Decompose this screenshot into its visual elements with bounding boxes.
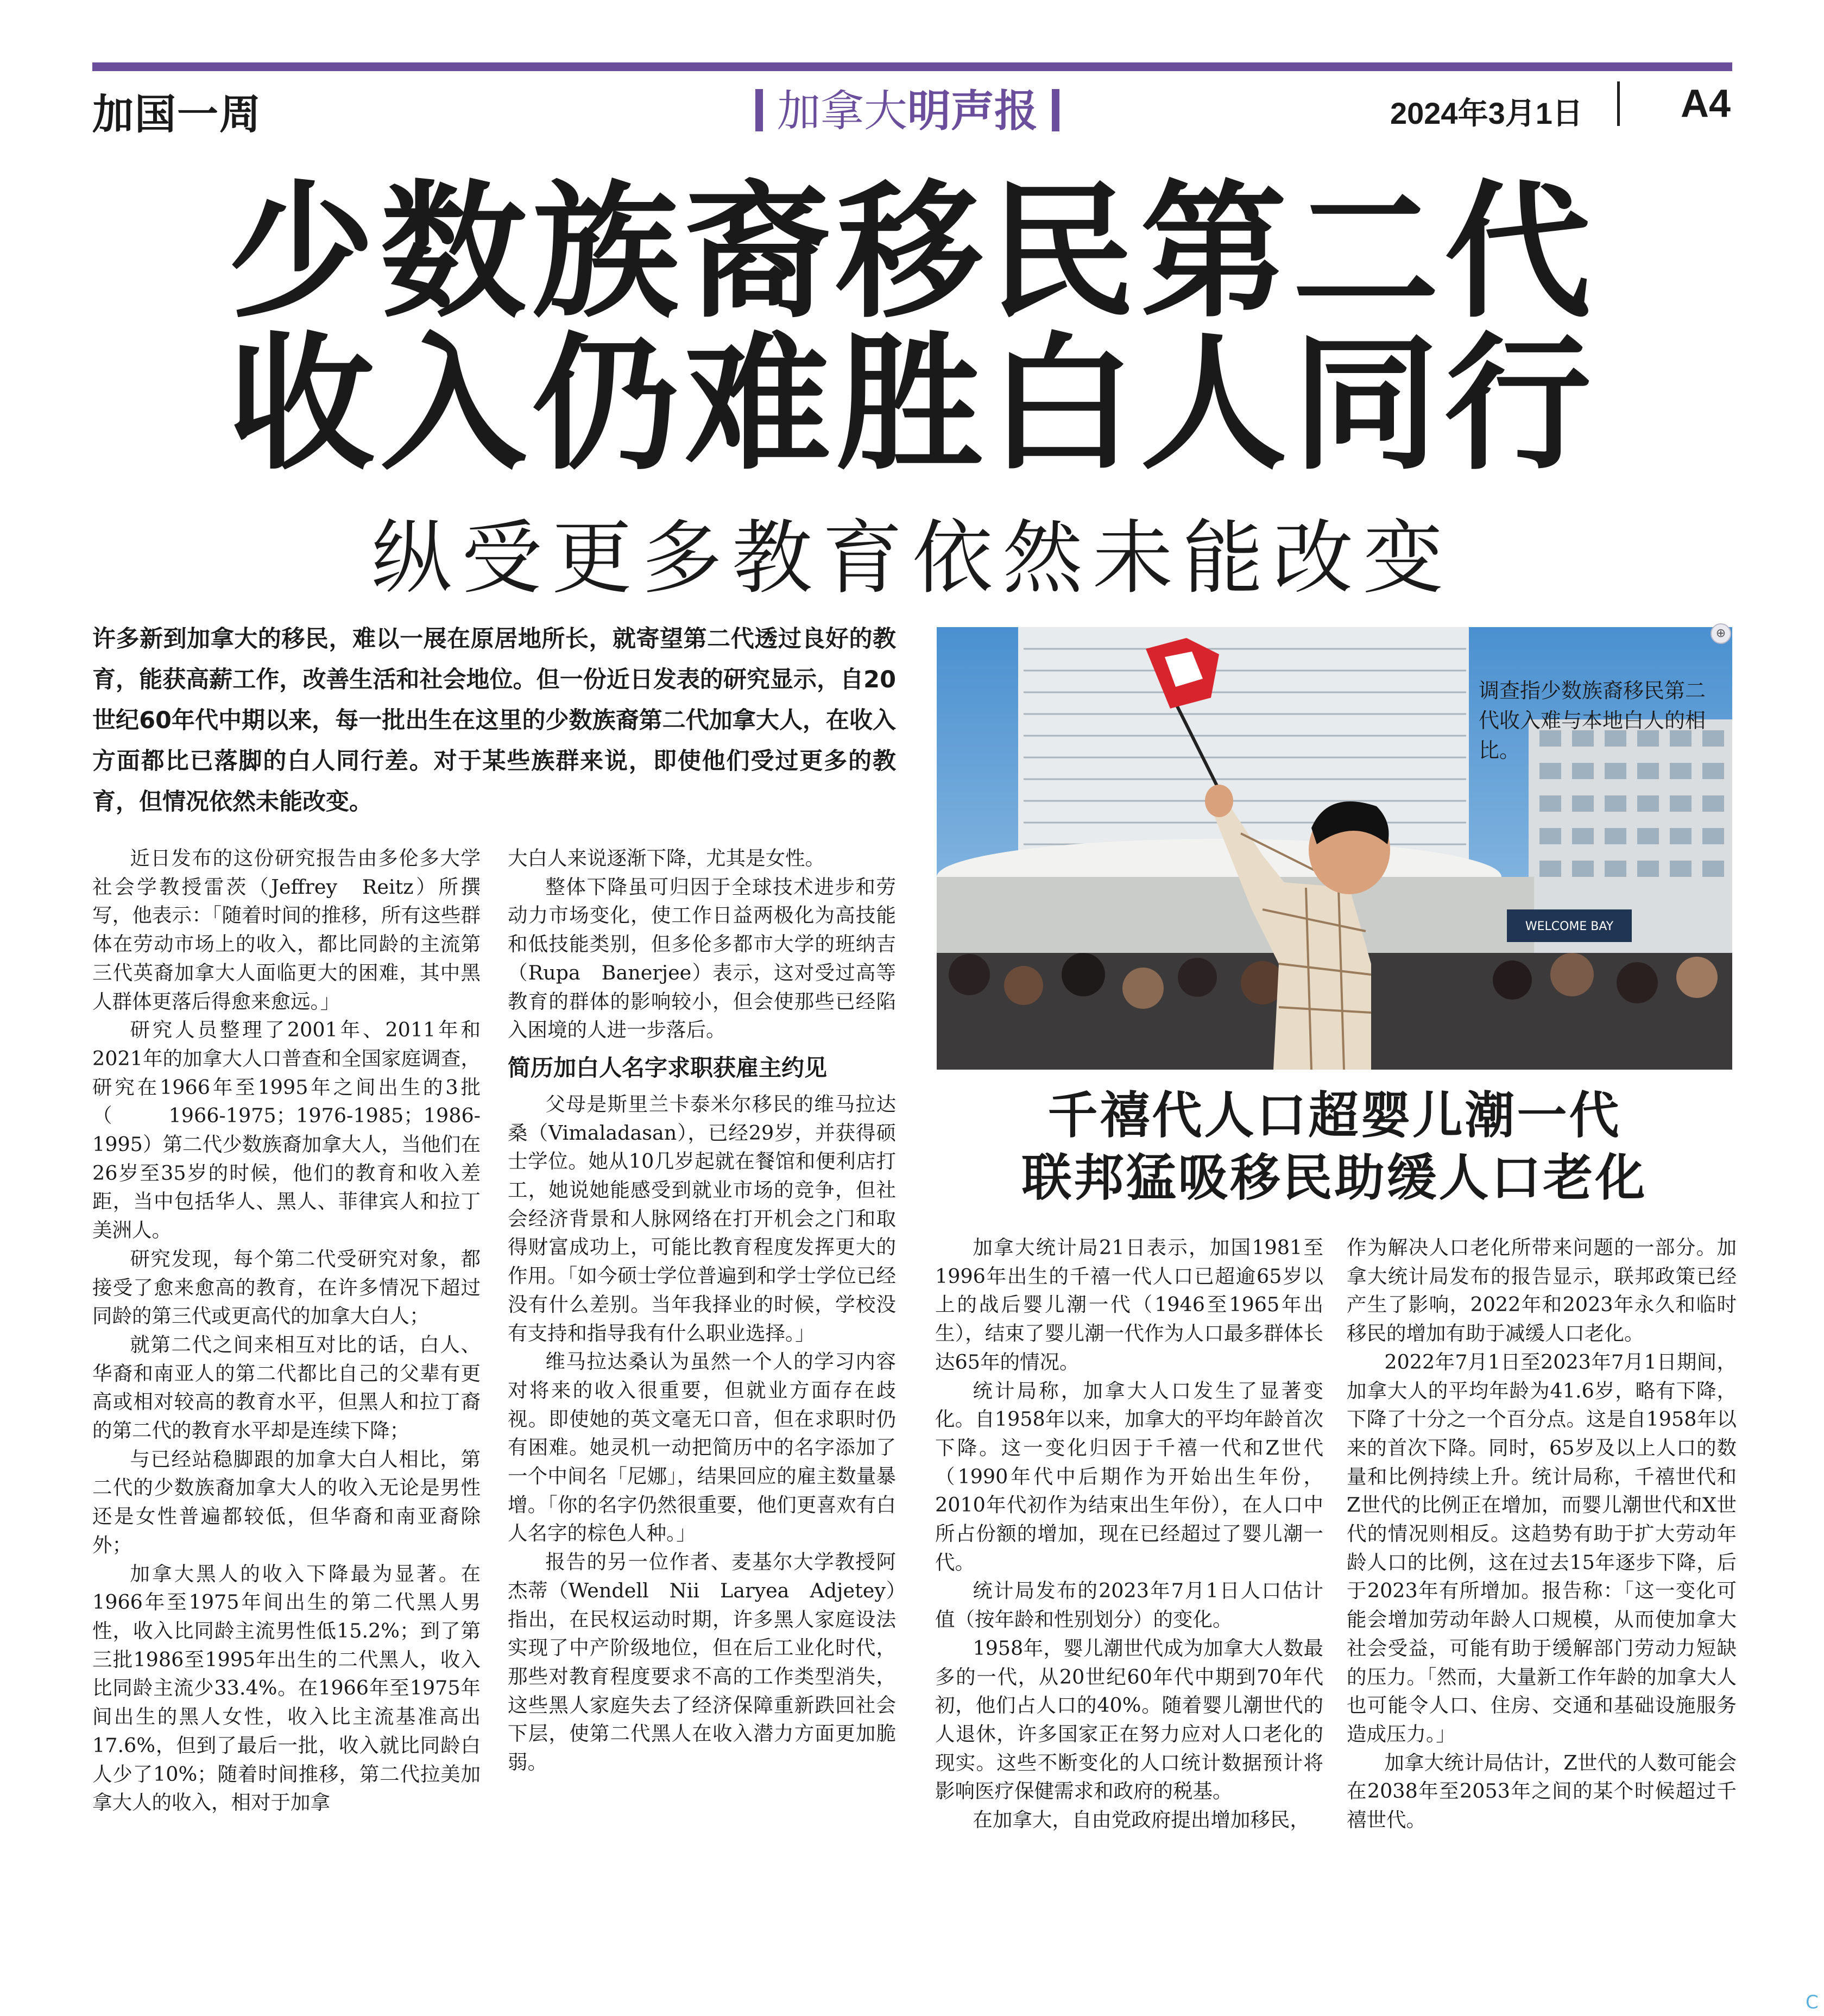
corner-mark: C (1806, 1992, 1819, 2013)
paragraph: 父母是斯里兰卡泰米尔移民的维马拉达桑（Vimaladasan），已经29岁，并获得硕士学位。她从10几岁起就在餐馆和便利店打工，她说她能感受到就业市场的竞争，但社会经济背景和人脉网络在打开机会之门和取得财富成功上，可能比教育程度发挥更大的作用。「如今硕士学位普遍到和学士学位已经没有什么差别。当年我择业的时候，学校没有支持和指导我有什么职业选择。」 (508, 1092, 896, 1345)
paragraph: 2022年7月1日至2023年7月1日期间，加拿大人的平均年龄为41.6岁，略有下降，下降了十分之一个百分点。这是自1958年以来的首次下降。同时，65岁及以上人口的数量和比例持续上升。统计局称，千禧世代和Z世代的比例正在增加，而婴儿潮世代和X世代的情况则相反。这趋势有助于扩大劳动年龄人口的比例，这在过去15年逐步下降，后于2023年有所增加。报告称：「这一变化可能会增加劳动年龄人口规模，从而使加拿大社会受益，可能有助于缓解部门劳动力短缺的压力。「然而，大量新工作年龄的加拿大人也可能令人口、住房、交通和基础设施服务造成压力。」 (1347, 1350, 1737, 1746)
event-banner-text: WELCOME BAY (1525, 920, 1614, 933)
paragraph: 在加拿大，自由党政府提出增加移民， (973, 1808, 1310, 1832)
article-column-4 (1347, 1234, 1737, 1835)
masthead-bar-left (755, 89, 763, 131)
issue-date: 2024年3月1日 (1390, 96, 1583, 130)
main-headline-line2: 收入仍难胜白人同行 (228, 319, 1596, 490)
top-accent-bar (92, 62, 1732, 71)
paragraph: 大白人来说逐渐下降，尤其是女性。 (508, 846, 825, 870)
main-subheadline: 纵受更多教育依然未能改变 (371, 511, 1453, 605)
paragraph: 加拿大统计局估计，Z世代的人数可能会在2038年至2053年之间的某个时候超过千禧世代。 (1347, 1750, 1737, 1832)
section-label: 加国一周 (92, 90, 262, 138)
paragraph: 整体下降虽可归因于全球技术进步和劳动力市场变化，使工作日益两极化为高技能和低技能类别，但多伦多都市大学的班纳吉（Rupa Banerjee）表示，这对受过高等教育的群体的影响较小，但会使那些已经陷入困境的人进一步落后。 (508, 875, 896, 1042)
lede-paragraph: 许多新到加拿大的移民，难以一展在原居地所长，就寄望第二代透过良好的教育，能获高薪工作，改善生活和社会地位。但一份近日发表的研究显示，自20世纪60年代中期以来，每一批出生在这里的少数族裔第二代加拿大人，在收入方面都比已落脚的白人同行差。对于某些族群来说，即使他们受过更多的教育，但情况依然未能改变。 (92, 625, 896, 816)
page-number: A4 (1681, 82, 1731, 125)
paragraph: 统计局称，加拿大人口发生了显著变化。自1958年以来，加拿大的平均年龄首次下降。这一变化归因于千禧一代和Z世代（1990年代中后期作为开始出生年份，2010年代初作为结束出生年份），在人口中所占份额的增加，现在已经超过了婴儿潮一代。 (935, 1379, 1323, 1574)
photo-caption: 调查指少数族裔移民第二代收入难与本地白人的相比。 (1479, 679, 1706, 762)
header-divider (1617, 81, 1620, 126)
paragraph: 与已经站稳脚跟的加拿大白人相比，第二代的少数族裔加拿大人的收入无论是男性还是女性普遍都较低，但华裔和南亚裔除外； (92, 1447, 481, 1557)
paragraph: 报告的另一位作者、麦基尔大学教授阿杰蒂（Wendell Nii Laryea Adjetey）指出，在民权运动时期，许多黑人家庭设法实现了中产阶级地位，但在后工业化时代，那些对教育程度要求不高的工作类型消失，这些黑人家庭失去了经济保障重新跌回社会下层，使第二代黑人在收入潜力方面更加脆弱。 (508, 1550, 896, 1774)
second-headline-line2: 联邦猛吸移民助缓人口老化 (1021, 1149, 1648, 1207)
masthead (741, 76, 1074, 138)
paragraph: 就第二代之间来相互对比的话，白人、华裔和南亚人的第二代都比自己的父辈有更高或相对较高的教育水平，但黑人和拉丁裔的第二代的教育水平却是连续下降； (92, 1332, 481, 1443)
article-column-2 (508, 844, 896, 1777)
paragraph: 近日发布的这份研究报告由多伦多大学社会学教授雷茨（Jeffrey Reitz）所撰写，他表示：「随着时间的推移，所有这些群体在劳动市场上的收入，都比同龄的主流第三代英裔加拿大人面临更大的困难，其中黑人群体更落后得愈来愈远。」 (92, 846, 481, 1013)
article-subtitle: 简历加白人名字求职获雇主约见 (508, 1054, 828, 1081)
article-column-3 (935, 1234, 1323, 1835)
paragraph: 统计局发布的2023年7月1日人口估计值（按年龄和性别划分）的变化。 (935, 1579, 1323, 1632)
zoom-icon[interactable]: ⊕ (1711, 623, 1731, 644)
podium-wall (937, 877, 1534, 953)
paragraph: 1958年，婴儿潮世代成为加拿大人数最多的一代，从20世纪60年代中期到70年代初，他们占人口的40%。随着婴儿潮世代的人退休，许多国家正在努力应对人口老化的现实。这些不断变化的人口统计数据预计将影响医疗保健需求和政府的税基。 (935, 1636, 1323, 1803)
boy-hand (1205, 785, 1233, 817)
paragraph: 维马拉达桑认为虽然一个人的学习内容对将来的收入很重要，但就业方面存在歧视。即使她的英文毫无口音，但在求职时仍有困难。她灵机一动把简历中的名字添加了一个中间名「尼娜」，结果回应的雇主数量暴增。「你的名字仍然很重要，他们更喜欢有白人名字的棕色人种。」 (508, 1350, 896, 1545)
masthead-brand: 明声报 (907, 86, 1038, 136)
second-headline-line1: 千禧代人口超婴儿潮一代 (1047, 1086, 1621, 1145)
paragraph: 研究人员整理了2001年、2011年和2021年的加拿大人口普查和全国家庭调查，研究在1966年至1995年之间出生的3批（1966-1975；1976-1985；1986-1995）第二代少数族裔加拿大人，当他们在26岁至35岁的时候，他们的教育和收入差距，当中包括华人、黑人、菲律宾人和拉丁美洲人。 (92, 1018, 481, 1242)
paragraph: 加拿大统计局21日表示，加国1981至1996年出生的千禧一代人口已超逾65岁以上的战后婴儿潮一代（1946至1965年出生），结束了婴儿潮一代作为人口最多群体长达65年的情况。 (935, 1236, 1323, 1374)
article-column-1 (92, 844, 481, 1817)
paragraph: 加拿大黑人的收入下降最为显著。在1966年至1975年间出生的第二代黑人男性，收入比同龄主流男性低15.2%；到了第三批1986至1995年出生的二代黑人，收入比同龄主流少33.4%。在1966年至1975年间出生的黑人女性，收入比主流基准高出17.6%，但到了最后一批，收入就比同龄白人少了10%；随着时间推移，第二代拉美加拿大人的收入，相对于加拿 (92, 1562, 481, 1815)
paragraph: 研究发现，每个第二代受研究对象，都接受了愈来愈高的教育，在许多情况下超过同龄的第三代或更高代的加拿大白人； (92, 1247, 481, 1328)
paragraph: 作为解决人口老化所带来问题的一部分。加拿大统计局发布的报告显示，联邦政策已经产生了影响，2022年和2023年永久和临时移民的增加有助于减缓人口老化。 (1347, 1236, 1737, 1345)
masthead-bar-right (1052, 89, 1059, 131)
main-headline-line1: 少数族裔移民第二代 (228, 167, 1596, 338)
masthead-prefix: 加拿大 (777, 86, 907, 136)
